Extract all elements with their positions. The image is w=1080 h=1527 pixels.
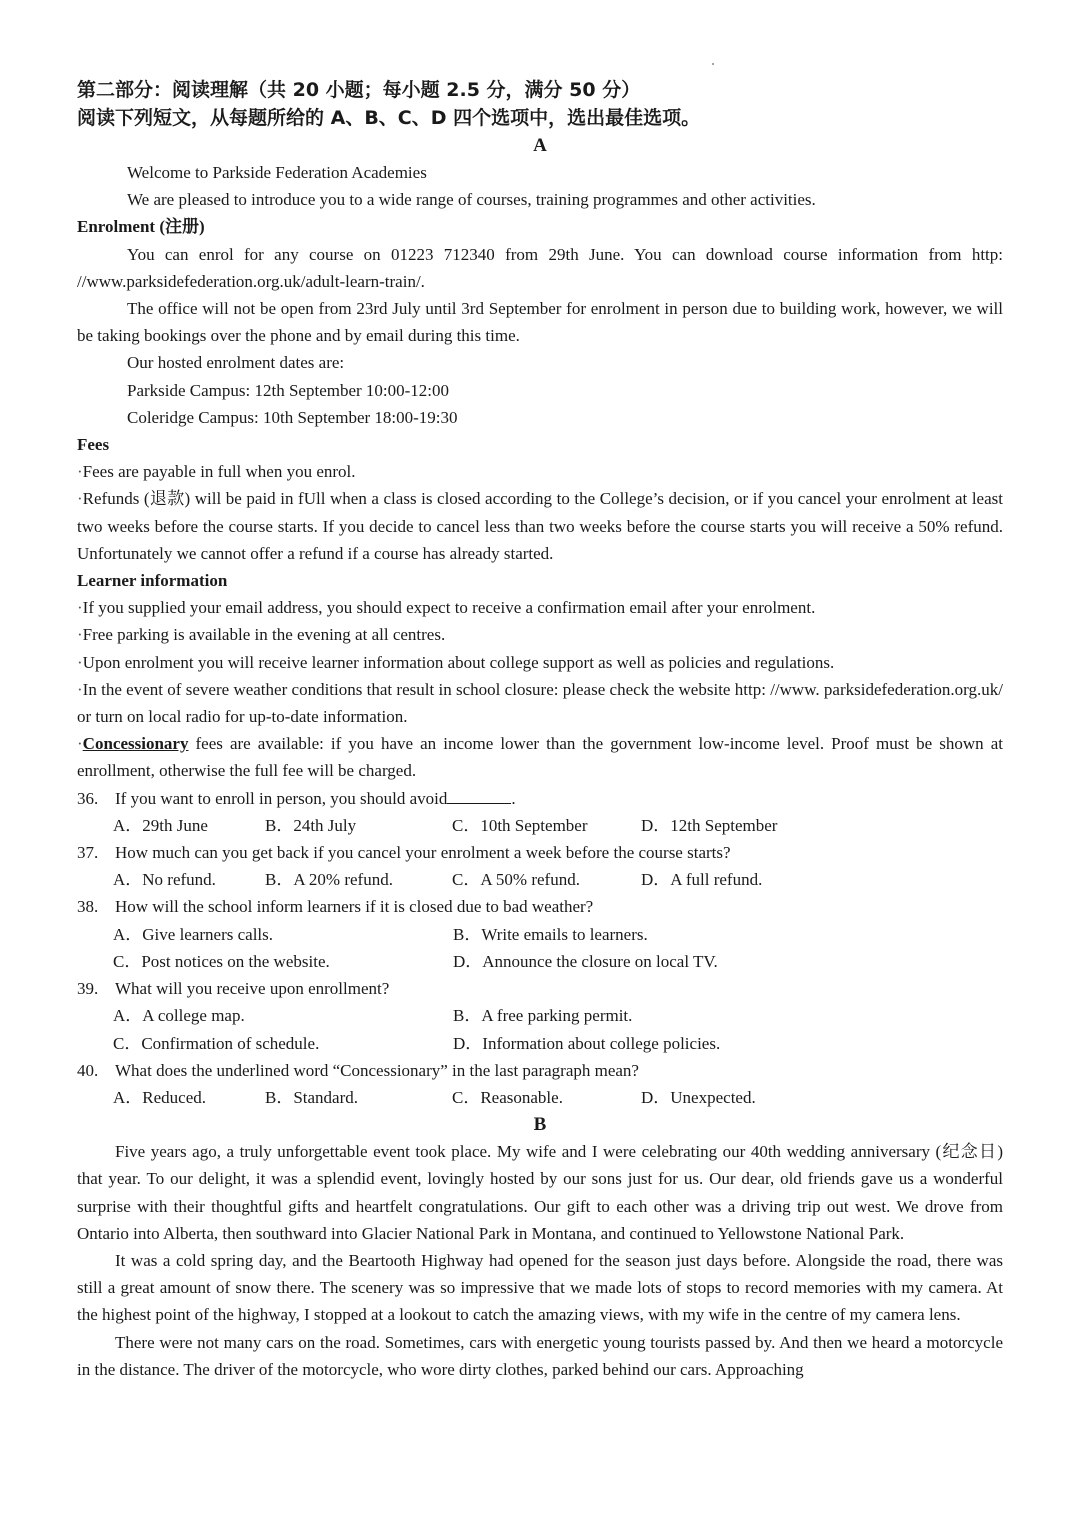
enrolment-date-coleridge: Coleridge Campus: 10th September 18:00-19:30 [127,407,458,427]
question-stem: 40. What does the underlined word “Concessionary” in the last paragraph mean? [77,1060,639,1080]
option-d: D．12th September [641,815,778,835]
option-a: A．Give learners calls. [113,924,274,944]
options-row [77,1084,1003,1111]
option-c: C．A 50% refund. [452,870,580,890]
passage-a-letter: A [533,135,547,156]
learner-bullet-5: ·Concessionary fees are available: if you have an income lower than the government low-income level. Proof must be shown at enrollment, otherwise the full fee will be charged. [77,734,1003,781]
option-d: D．A full refund. [641,870,763,890]
option-b: B．Write emails to learners. [453,924,648,944]
question-stem: 38. How will the school inform learners if it is closed due to bad weather? [77,897,594,917]
instructions: 阅读下列短文，从每题所给的 A、B、C、D 四个选项中，选出最佳选项。 [77,107,701,129]
bullet-dot-icon: · [77,679,83,699]
bullet-dot-icon: · [77,598,83,618]
passage-b-paragraph-1: Five years ago, a truly unforgettable event took place. My wife and I were celebrating our 40th wedding anniversary (纪念日) that year. To our delight, it was a splendid event, lovingly hosted by our sons just for us. Our dear, old friends gave us a wonderful surprise with their thoughtful gifts and heartfelt congratulations. Our gift to each other was a driving trip out west. We drove from Ontario into Alberta, then southward into Glacier National Park in Montana, and continued to Yellowstone National Park. [77,1142,1003,1243]
underlined-word: Concessionary [82,734,189,754]
intro-line: We are pleased to introduce you to a wide range of courses, training programmes and other activities. [127,190,816,210]
learner-bullet-3: ·Upon enrolment you will receive learner information about college support as well as policies and regulations. [77,652,835,672]
option-b: B．24th July [265,815,357,835]
question-38 [77,893,1003,975]
bullet-dot-icon: · [77,489,83,509]
bullet-dot-icon: · [77,652,83,672]
fees-bullet-1: ·Fees are payable in full when you enrol. [77,462,356,482]
bullet-dot-icon: · [77,462,83,482]
option-d: D．Unexpected. [641,1087,756,1107]
question-40 [77,1057,1003,1111]
option-c: C．Reasonable. [452,1087,563,1107]
option-a: A．29th June [113,815,208,835]
bullet-dot-icon: · [77,734,83,754]
learner-heading: Learner information [77,571,228,591]
question-39 [77,975,1003,1057]
question-37 [77,839,1003,893]
learner-bullet-1: ·If you supplied your email address, you should expect to receive a confirmation email after your enrolment. [77,598,816,618]
options-row [77,812,1003,839]
enrolment-paragraph-2: The office will not be open from 23rd July until 3rd September for enrolment in person due to building work, however, we will be taking bookings over the phone and by email during this time. [77,299,1003,346]
enrolment-paragraph-1: You can enrol for any course on 01223 712340 from 29th June. You can download course information from http: //www.parksidefederation.org.uk/adult-learn-train/. [77,244,1003,291]
question-36 [77,785,1003,839]
option-a: A．No refund. [113,870,216,890]
answer-blank [447,786,511,804]
enrolment-dates-intro: Our hosted enrolment dates are: [127,353,345,373]
option-c: C．Post notices on the website. [113,951,330,971]
passage-b-letter: B [533,1114,547,1136]
option-b: B．Standard. [265,1087,359,1107]
bullet-dot-icon: · [77,625,83,645]
options-grid [77,921,1003,975]
question-stem: 37. How much can you get back if you cancel your enrolment a week before the course starts? [77,843,731,863]
fees-heading: Fees [77,435,110,455]
question-stem: 39. What will you receive upon enrollment? [77,979,390,999]
enrolment-heading: Enrolment (注册) [77,217,205,237]
fees-bullet-2: ·Refunds (退款) will be paid in fUll when a class is closed according to the College’s decision, or if you cancel your enrolment at least two weeks before the course starts. If you decide to cancel less than two weeks before the course starts you will receive a 50% refund. Unfortunately we cannot offer a refund if a course has already started. [77,489,1003,563]
exam-page [77,76,1003,1383]
option-a: A．Reduced. [113,1087,207,1107]
option-c: C．Confirmation of schedule. [113,1033,320,1053]
option-b: B．A 20% refund. [265,870,393,890]
option-b: B．A free parking permit. [453,1006,633,1026]
question-stem: 36. If you want to enroll in person, you should avoid . [77,785,1003,812]
option-d: D．Announce the closure on local TV. [453,951,718,971]
enrolment-date-parkside: Parkside Campus: 12th September 10:00-12:00 [127,380,450,400]
option-a: A．A college map. [113,1006,245,1026]
welcome-line: Welcome to Parkside Federation Academies [127,163,427,182]
learner-bullet-2: ·Free parking is available in the evening at all centres. [77,625,446,645]
option-c: C．10th September [452,815,588,835]
options-grid [77,1002,1003,1056]
options-row [77,866,1003,893]
passage-b-paragraph-3: There were not many cars on the road. Sometimes, cars with energetic young tourists passed by. And then we heard a motorcycle in the distance. The driver of the motorcycle, who wore dirty clothes, parked behind our cars. Approaching [77,1332,1003,1379]
scan-speck [712,63,714,65]
learner-bullet-4: ·In the event of severe weather conditions that result in school closure: please check the website http: //www. parksidefederation.org.uk/ or turn on local radio for up-to-date information. [77,679,1003,727]
option-d: D．Information about college policies. [453,1033,721,1053]
part-title: 第二部分：阅读理解（共 20 小题；每小题 2.5 分，满分 50 分） [77,79,641,101]
passage-b-paragraph-2: It was a cold spring day, and the Beartooth Highway had opened for the season just days before. Alongside the road, there was still a great amount of snow there. The scenery was so impressive that we made lots of stops to record memories with my camera. At the highest point of the highway, I stopped at a lookout to catch the amazing views, with my wife in the centre of my camera lens. [77,1250,1003,1325]
